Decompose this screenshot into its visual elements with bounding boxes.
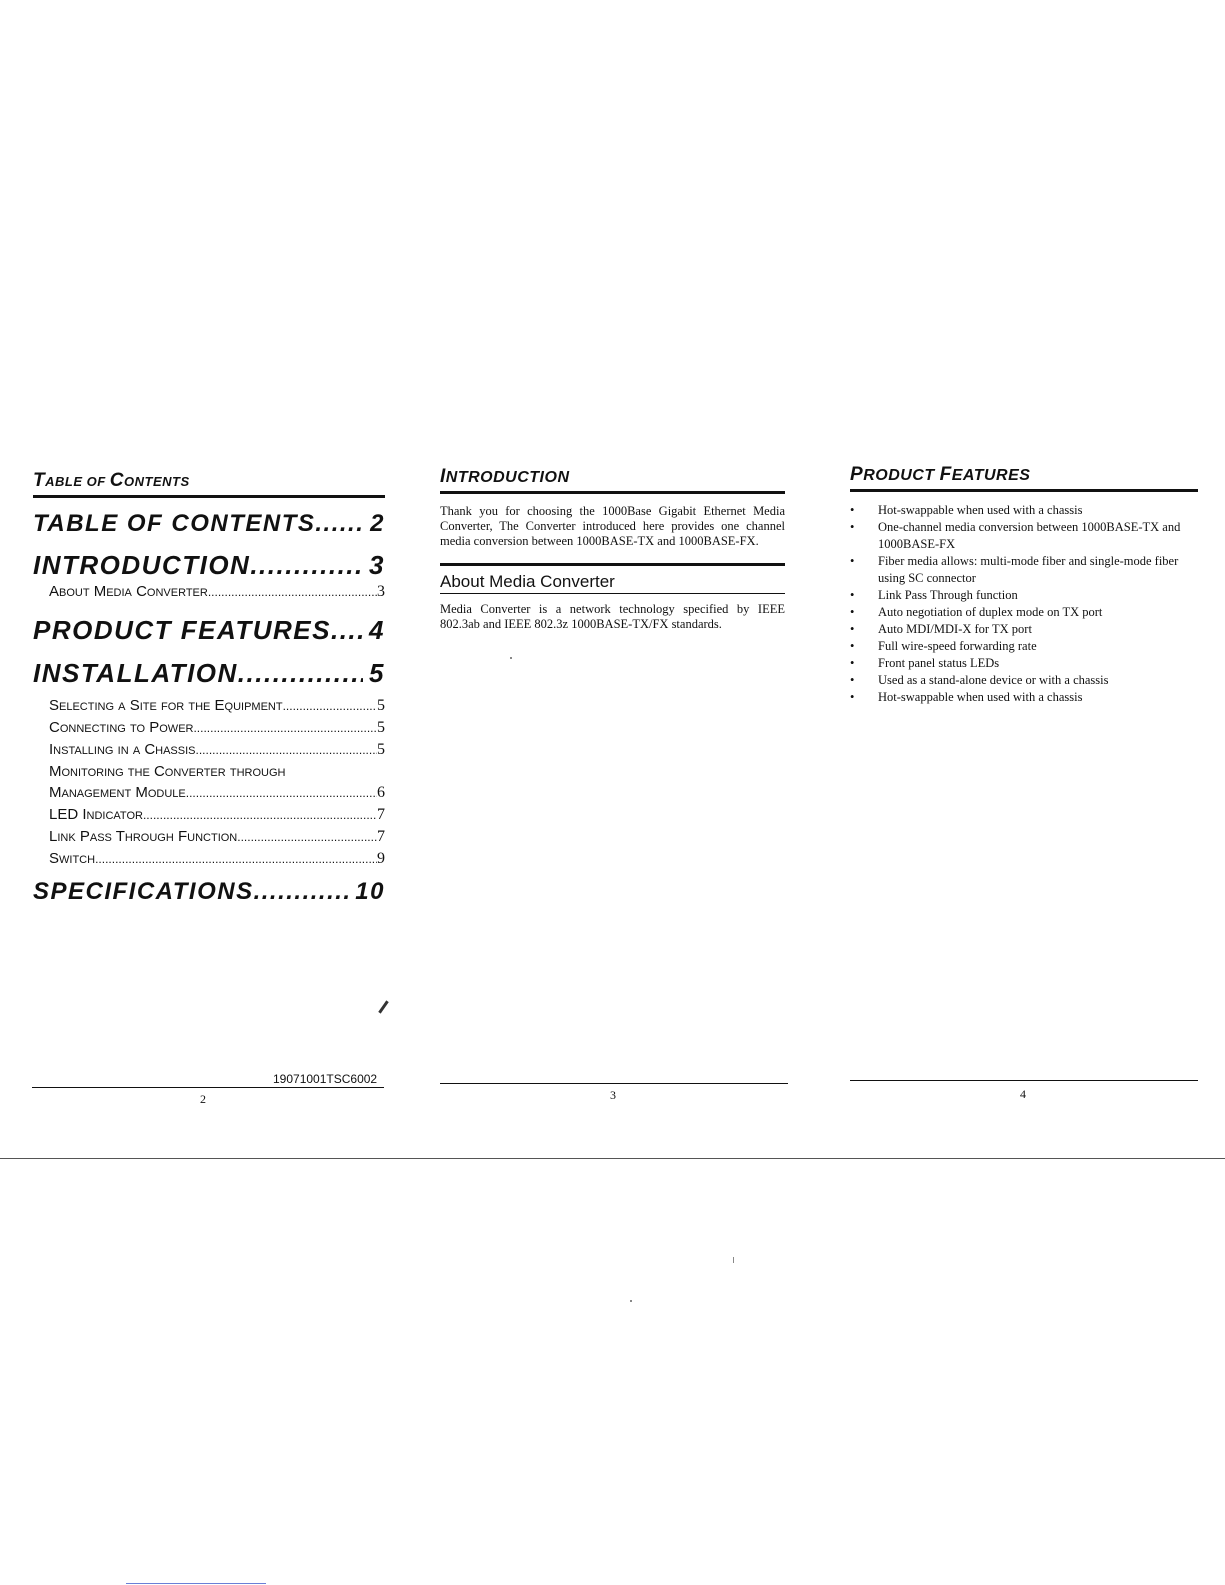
scan-speck (378, 1000, 388, 1013)
toc-list (33, 510, 385, 906)
footer-rule-middle (440, 1083, 788, 1084)
intro-paragraph: Thank you for choosing the 1000Base Gigabit Ethernet Media Converter, The Converter introduced here provides one channel media conversion between 1000BASE-TX and 1000BASE-FX. (440, 504, 785, 548)
page-number-middle: 3 (610, 1088, 616, 1102)
feature-item: • Auto MDI/MDI-X for TX port (850, 621, 1198, 638)
page-separator-line (0, 1158, 1225, 1159)
page-number-left: 2 (200, 1092, 206, 1106)
feature-item: • Hot-swappable when used with a chassis (850, 689, 1198, 706)
toc-entry-introduction[interactable]: INTRODUCTION ..... 3 (33, 550, 385, 581)
toc-entry-installing-chassis[interactable]: Installing in a Chassis ..... 5 (33, 739, 385, 761)
toc-entry-specifications[interactable]: SPECIFICATIONS ..... 10 (33, 878, 385, 906)
toc-entry-led-indicator[interactable]: LED Indicator ..... 7 (33, 804, 385, 826)
features-list (850, 502, 1198, 706)
features-heading: PRODUCT FEATURES (850, 464, 1198, 492)
about-media-converter-paragraph: Media Converter is a network technology specified by IEEE 802.3ab and IEEE 802.3z 1000BASE-TX/FX standards. (440, 602, 785, 631)
page-number-right: 4 (1020, 1087, 1026, 1101)
toc-entry-connecting-power[interactable]: Connecting to Power ..... 5 (33, 717, 385, 739)
feature-item: • One-channel media conversion between 1000BASE-TX and 1000BASE-FX (850, 519, 1198, 553)
scan-speck (510, 657, 512, 659)
scan-speck (733, 1257, 734, 1263)
toc-entry-selecting-site[interactable]: Selecting a Site for the Equipment ..... 5 (33, 695, 385, 717)
toc-entry-installation[interactable]: INSTALLATION ..... 5 (33, 658, 385, 689)
scan-speck (630, 1300, 632, 1302)
feature-item: • Front panel status LEDs (850, 655, 1198, 672)
footer-rule-left (32, 1087, 384, 1088)
about-media-converter-heading: About Media Converter (440, 563, 785, 594)
toc-entry-monitoring[interactable]: Monitoring the Converter through (49, 763, 286, 780)
intro-heading: INTRODUCTION (440, 466, 785, 494)
toc-entry-link-pass-through[interactable]: Link Pass Through Function ..... 7 (33, 826, 385, 848)
features-column (850, 464, 1198, 706)
toc-column (33, 470, 385, 906)
feature-item: • Used as a stand-alone device or with a chassis (850, 672, 1198, 689)
toc-entry-management-module[interactable]: Management Module ..... 6 (33, 782, 385, 804)
toc-entry-product-features[interactable]: PRODUCT FEATURES ..... 4 (33, 615, 385, 646)
toc-entry-table-of-contents[interactable]: TABLE OF CONTENTS ..... 2 (33, 510, 385, 538)
document-code: 19071001TSC6002 (273, 1072, 378, 1086)
toc-entry-switch[interactable]: Switch ..... 9 (33, 848, 385, 870)
footer-rule-right (850, 1080, 1198, 1081)
feature-item: • Link Pass Through function (850, 587, 1198, 604)
feature-item: • Auto negotiation of duplex mode on TX port (850, 604, 1198, 621)
intro-column (440, 466, 785, 632)
toc-heading: TABLE OF CONTENTS (33, 470, 385, 498)
scan-edge-line (126, 1583, 266, 1584)
toc-entry-about-media-converter[interactable]: About Media Converter ..... 3 (33, 581, 385, 603)
feature-item: • Full wire-speed forwarding rate (850, 638, 1198, 655)
feature-item: • Hot-swappable when used with a chassis (850, 502, 1198, 519)
feature-item: • Fiber media allows: multi-mode fiber and single-mode fiber using SC connector (850, 553, 1198, 587)
